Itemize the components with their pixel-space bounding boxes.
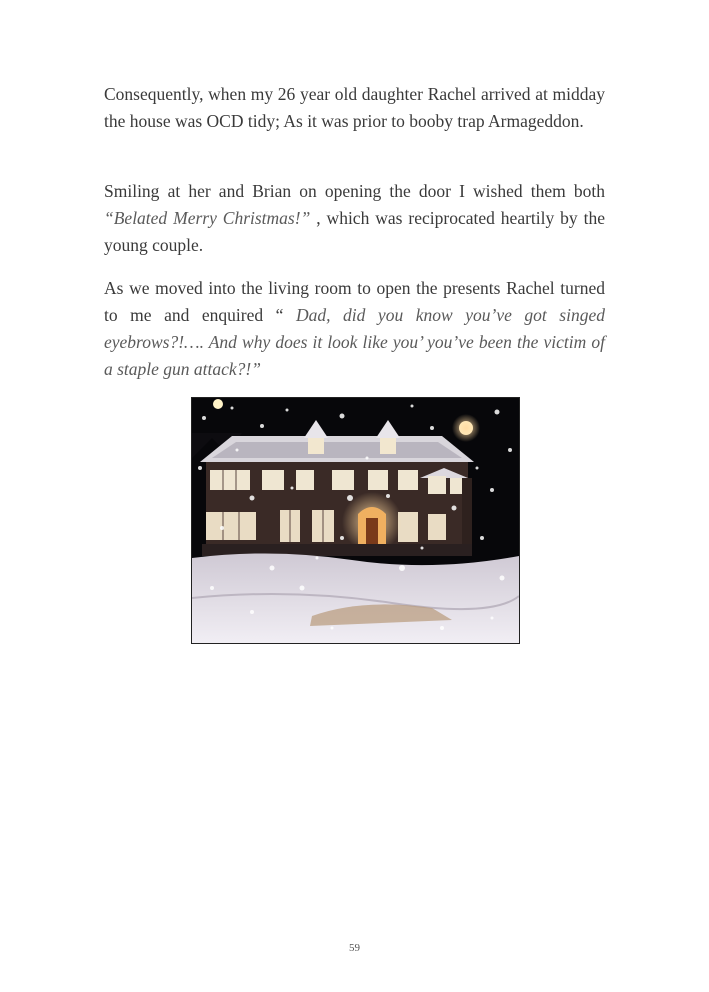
paragraph-3-quote: Dad, did you know you’ve got singed eyebrows?!…. And why does it look like you’ you’ve been the victim of a staple gun attack?!” (104, 305, 605, 379)
page-number: 59 (349, 942, 360, 954)
paragraph-1 (104, 81, 605, 135)
paragraph-3-text-a: As we moved into the living room to open the presents Rachel turned to me and enquired “ (104, 278, 605, 325)
paragraph-2-text-a: Smiling at her and Brian on opening the door I wished them both (104, 181, 605, 201)
paragraph-2-text-b: , which was reciprocated heartily by the young couple. (104, 208, 605, 255)
snowy-house-illustration (192, 398, 519, 643)
snowy-house-photo (191, 397, 520, 644)
paragraph-2-quote: “Belated Merry Christmas!” (104, 208, 317, 228)
paragraph-2 (104, 178, 605, 259)
paragraph-3 (104, 275, 605, 383)
paragraph-1-text: Consequently, when my 26 year old daughter Rachel arrived at midday the house was OCD tidy; As it was prior to booby trap Armageddon. (104, 84, 605, 131)
